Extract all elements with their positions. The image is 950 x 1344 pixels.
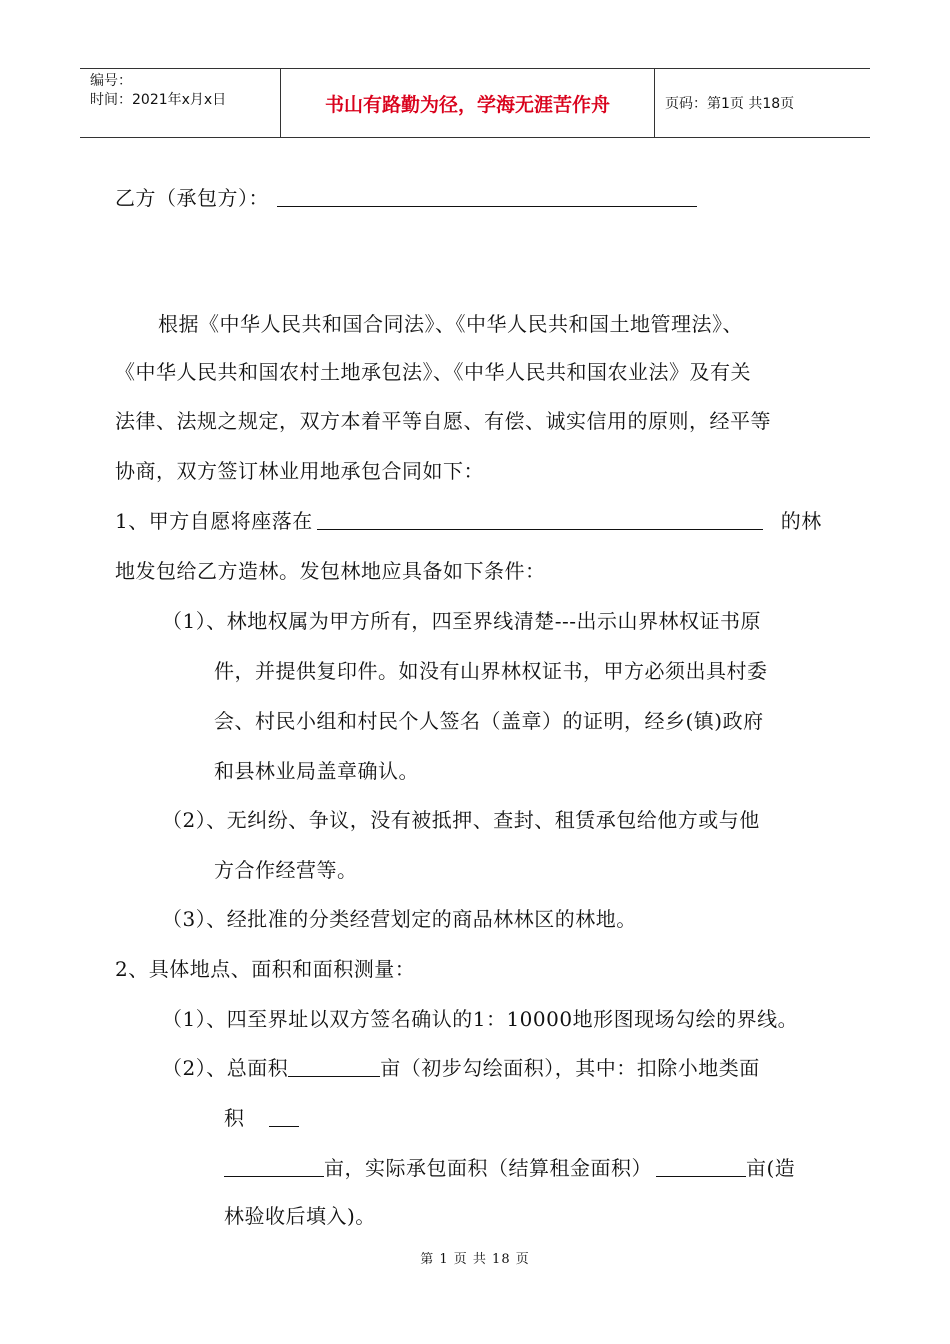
intro-line-3: 法律、法规之规定，双方本着平等自愿、有偿、诚实信用的原则，经平等 (115, 409, 771, 433)
clause-1-2-line-1: （2）、无纠纷、争议，没有被抵押、查封、租赁承包给他方或与他 (162, 808, 760, 832)
clause-1-2-line-2: 方合作经营等。 (214, 858, 358, 882)
deduct-area-blank[interactable] (269, 1104, 299, 1127)
header-page-label: 页码：第1页 共18页 (665, 96, 795, 112)
clause-2-title: 2、具体地点、面积和面积测量： (115, 957, 416, 981)
clause-2-2-line-1 (162, 1052, 760, 1081)
location-blank[interactable] (317, 507, 763, 530)
clause-1-1-line-4: 和县林业局盖章确认。 (214, 759, 419, 783)
deduct-area-value-blank[interactable] (224, 1154, 324, 1177)
clause-2-2-line-3 (224, 1152, 795, 1181)
party-b-line (115, 182, 697, 211)
header-meta (80, 69, 281, 137)
intro-line-2: 《中华人民共和国农村土地承包法》、《中华人民共和国农业法》及有关 (115, 360, 751, 384)
clause-2-2-line-2 (224, 1102, 299, 1131)
page-footer: 第 1 页 共 18 页 (420, 1252, 530, 1267)
clause-1-line-2: 地发包给乙方造林。发包林地应具备如下条件： (115, 559, 546, 583)
clause-1-3: （3）、经批准的分类经营划定的商品林林区的林地。 (162, 907, 637, 931)
actual-area-suffix: 亩(造 (746, 1156, 796, 1180)
clause-1-1-line-1: （1）、林地权属为甲方所有，四至界线清楚---出示山界林权证书原 (162, 609, 761, 633)
intro-line-4: 协商，双方签订林业用地承包合同如下： (115, 459, 484, 483)
number-label: 编号： (90, 73, 132, 89)
header-motto: 书山有路勤为径，学海无涯苦作舟 (281, 69, 655, 137)
total-area-blank[interactable] (288, 1054, 380, 1077)
clause-1-1-line-2: 件，并提供复印件。如没有山界林权证书，甲方必须出具村委 (214, 659, 768, 683)
clause-2-2-line-4: 林验收后填入)。 (224, 1204, 376, 1228)
total-area-label: （2）、总面积 (162, 1056, 289, 1080)
actual-area-label: 亩，实际承包面积（结算租金面积） (324, 1156, 652, 1180)
date-label: 时间：2021年x月x日 (90, 92, 227, 108)
header-table (80, 68, 870, 138)
party-b-label: 乙方（承包方）： (115, 186, 269, 210)
total-area-suffix: 亩（初步勾绘面积），其中：扣除小地类面 (380, 1056, 760, 1080)
party-b-blank[interactable] (277, 184, 697, 207)
clause-1-start: 1、甲方自愿将座落在 (115, 509, 313, 533)
clause-2-1: （1）、四至界址以双方签名确认的1：10000地形图现场勾绘的界线。 (162, 1007, 799, 1031)
clause-1-end: 的林 (780, 509, 822, 533)
deduct-label: 积 (224, 1106, 245, 1130)
clause-1-line-1 (115, 505, 822, 534)
clause-1-1-line-3: 会、村民小组和村民个人签名（盖章）的证明，经乡(镇)政府 (214, 709, 764, 733)
intro-line-1: 根据《中华人民共和国合同法》、《中华人民共和国土地管理法》、 (158, 312, 743, 336)
actual-area-blank[interactable] (656, 1154, 746, 1177)
